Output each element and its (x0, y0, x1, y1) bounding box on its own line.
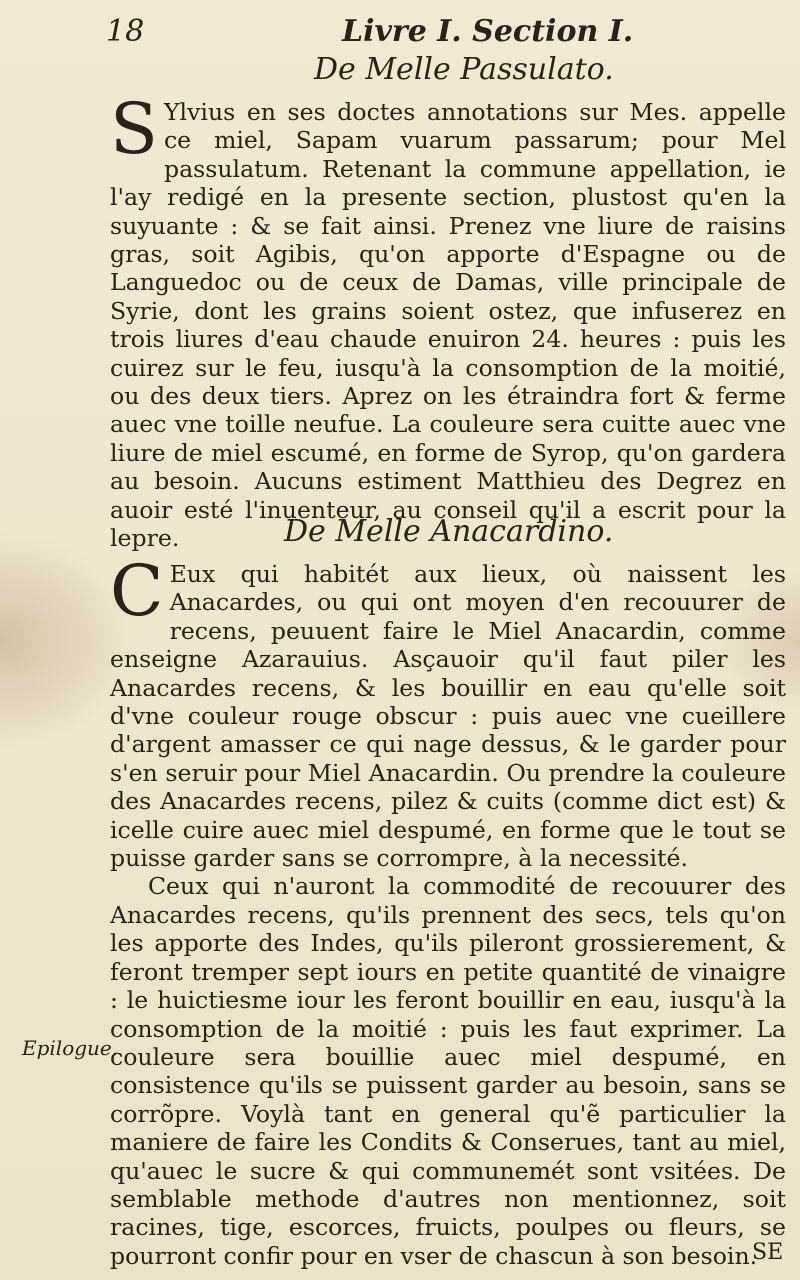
paragraph (110, 550, 786, 873)
paragraph (110, 88, 786, 553)
paragraph-text: Ylvius en ses doctes annotations sur Mes. appelle ce miel, Sapam vuarum passarum; pour Mel passulatum. Retenant la commune appellation, ie l'ay redigé en la presente section, plustost qu'en la suyuante : & se fait ainsi. Prenez vne liure de raisins gras, soit Agibis, qu'on apporte d'Espagne ou de Languedoc ou de ceux de Damas, ville principale de Syrie, dont les grains soient ostez, que infuserez en trois liures d'eau chaude enuiron 24. heures : puis les cuirez sur le feu, iusqu'à la consomption de la moitié, ou des deux tiers. Aprez on les étraindra fort & ferme auec vne toille neufue. La couleure sera cuitte auec vne liure de miel escumé, en forme de Syrop, qu'on gardera au besoin. Aucuns estiment Matthieu des Degrez en auoir esté l'inuenteur, au conseil qu'il a escrit pour la lepre. (110, 98, 786, 553)
section-body-anacardino (110, 550, 786, 1270)
page-header (106, 14, 766, 54)
page-number: 18 (106, 14, 145, 49)
section-title-passulato: De Melle Passulato. (314, 52, 614, 87)
margin-note-epilogue: Epilogue. (22, 1036, 119, 1060)
drop-cap: S (110, 88, 158, 170)
catchword: SE (752, 1240, 784, 1265)
paragraph-text: Eux qui habitét aux lieux, où naissent les Anacardes, ou qui ont moyen d'en recouurer de recens, peuuent faire le Miel Anacardin, comme enseigne Azarauius. Asçauoir qu'il faut piler les Anacardes recens, & les bouillir en eau qu'elle soit d'vne couleur rouge obscur : puis auec vne cueillere d'argent amasser ce qui nage dessus, & le garder pour s'en seruir pour Miel Anacardin. Ou prendre la couleure des Anacardes recens, pilez & cuits (comme dict est) & icelle cuire auec miel despumé, en forme que le tout se puisse garder sans se corrompre, à la necessité. (110, 560, 786, 873)
section-title-anacardino: De Melle Anacardino. (284, 514, 614, 549)
paragraph-text: Ceux qui n'auront la commodité de recouurer des Anacardes recens, qu'ils prennent des secs, tels qu'on les apporte des Indes, qu'ils pileront grossierement, & feront tremper sept iours en petite quantité de vinaigre : le huictiesme iour les feront bouillir en eau, iusqu'à la consomption de la moitié : puis les faut exprimer. La couleure sera bouillie auec miel despumé, en consistence qu'ils se puissent garder au besoin, sans se corrõpre. Voylà tant en general qu'ẽ particulier la maniere de faire les Condits & Conserues, tant au miel, qu'auec le sucre & qui communemét sont vsitées. De semblable methode d'autres non mentionnez, soit racines, tige, escorces, fruicts, poulpes ou fleurs, se pourront confir pour en vser de chascun à son besoin. (110, 872, 786, 1270)
running-head: Livre I. Section I. (342, 14, 634, 49)
drop-cap: C (110, 550, 164, 632)
